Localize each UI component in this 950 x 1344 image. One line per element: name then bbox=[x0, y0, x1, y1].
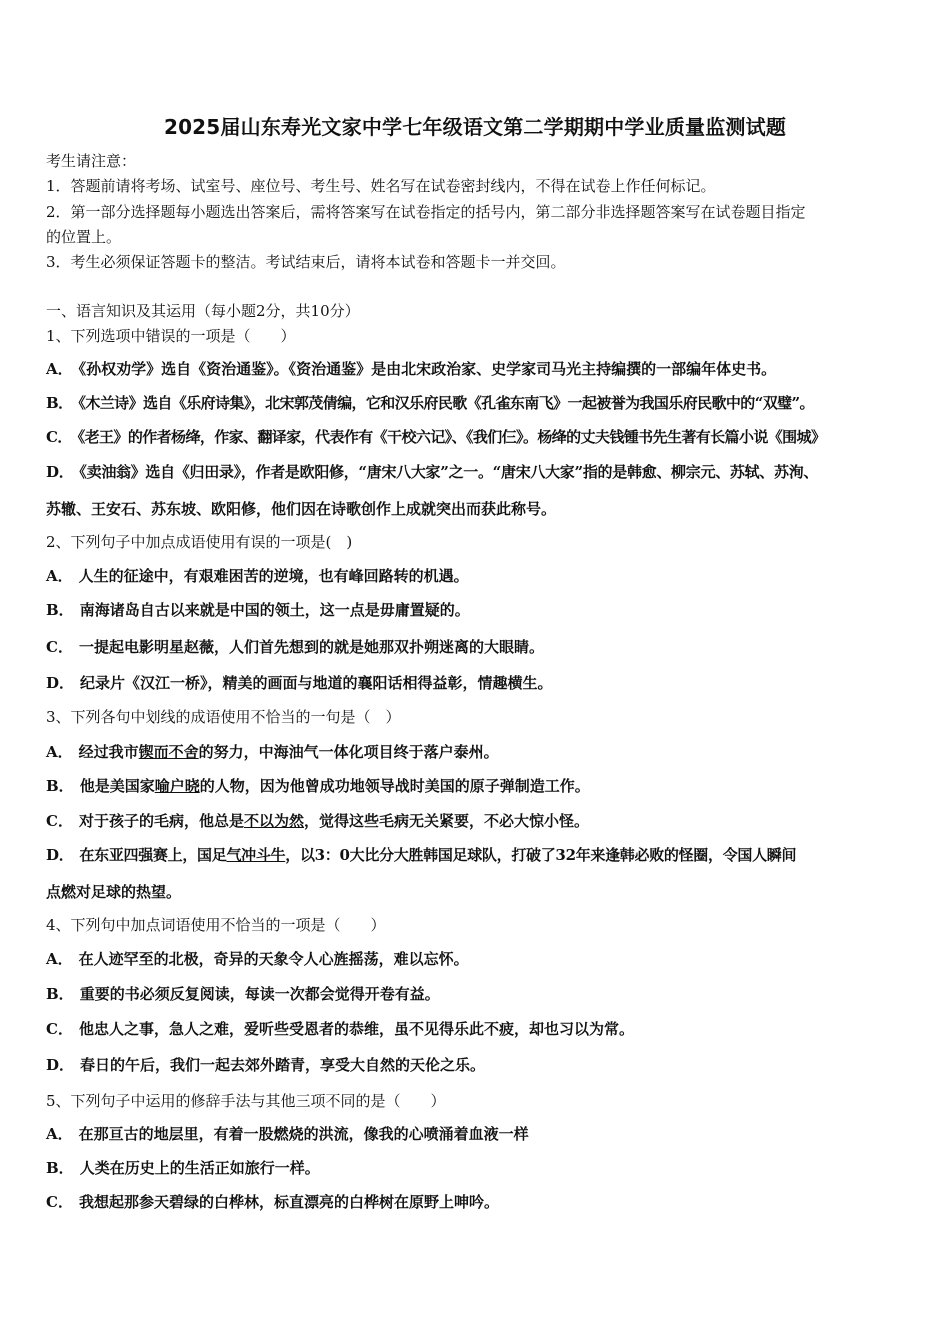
notice-item: 的位置上。 bbox=[46, 228, 122, 246]
option-b bbox=[46, 776, 590, 796]
option-a bbox=[46, 566, 469, 586]
underlined-idiom: 不以为然 bbox=[243, 812, 304, 830]
option-c bbox=[46, 811, 589, 831]
option-text: 人生的征途中，有艰难困苦的逆境，也有峰回路转的机遇。 bbox=[78, 567, 469, 585]
option-a bbox=[46, 359, 776, 379]
option-label: C． bbox=[46, 638, 73, 656]
question-stem: 3、下列各句中划线的成语使用不恰当的一句是（ ） bbox=[46, 708, 401, 726]
option-text: 春日的午后，我们一起去郊外踏青，享受大自然的天伦之乐。 bbox=[80, 1056, 486, 1074]
option-c bbox=[46, 1192, 499, 1212]
option-label: A． bbox=[46, 1125, 73, 1143]
option-c bbox=[46, 637, 544, 657]
option-d-continued: 苏辙、王安石、苏东坡、欧阳修，他们因在诗歌创作上成就突出而获此称号。 bbox=[46, 500, 557, 518]
option-text-post: 的人物，因为他曾成功地领导战时美国的原子弹制造工作。 bbox=[199, 777, 590, 795]
option-text: 《孙权劝学》选自《资治通鉴》。《资治通鉴》是由北宋政治家、史学家司马光主持编撰的一部编年体史书。 bbox=[78, 360, 777, 378]
option-b bbox=[46, 600, 470, 620]
option-d bbox=[46, 1055, 485, 1075]
option-c bbox=[46, 427, 825, 447]
option-label: B． bbox=[46, 394, 73, 412]
option-text-post: ，觉得这些毛病无关紧要，不必大惊小怪。 bbox=[303, 812, 589, 830]
option-label: D． bbox=[46, 1056, 75, 1074]
option-b bbox=[46, 984, 440, 1004]
option-a bbox=[46, 742, 499, 762]
option-text: 在人迹罕至的北极，奇异的天象令人心旌摇荡，难以忘怀。 bbox=[78, 950, 469, 968]
option-label: C． bbox=[46, 812, 73, 830]
option-a bbox=[46, 1124, 529, 1144]
option-label: D． bbox=[46, 674, 75, 692]
notice-item: 2．第一部分选择题每小题选出答案后，需将答案写在试卷指定的括号内，第二部分非选择题答案写在试卷题目指定 bbox=[46, 203, 806, 221]
question-stem: 5、下列句子中运用的修辞手法与其他三项不同的是（ ） bbox=[46, 1092, 446, 1110]
option-text-pre: 在东亚四强赛上，国足 bbox=[79, 846, 227, 864]
option-label: C． bbox=[46, 1193, 73, 1211]
option-text: 我想起那参天碧绿的白桦林，标直漂亮的白桦树在原野上呻吟。 bbox=[78, 1193, 499, 1211]
option-text: 《卖油翁》选自《归田录》，作者是欧阳修，“唐宋八大家”之一。“唐宋八大家”指的是韩愈、柳宗元、苏轼、苏洵、 bbox=[79, 463, 819, 481]
option-text-pre: 经过我市 bbox=[78, 743, 139, 761]
option-d-continued: 点燃对足球的热望。 bbox=[46, 883, 182, 901]
option-text: 在那亘古的地层里，有着一股燃烧的洪流，像我的心喷涌着血液一样 bbox=[78, 1125, 529, 1143]
underlined-idiom: 喻户晓 bbox=[154, 777, 200, 795]
option-label: D． bbox=[46, 846, 74, 864]
page-title: 2025届山东寿光文家中学七年级语文第二学期期中学业质量监测试题 bbox=[163, 115, 787, 139]
option-d bbox=[46, 845, 796, 865]
option-text-post: 的努力，中海油气一体化项目终于落户泰州。 bbox=[198, 743, 499, 761]
option-b bbox=[46, 393, 814, 413]
question-stem: 2、下列句子中加点成语使用有误的一项是( ) bbox=[46, 533, 353, 551]
option-label: A． bbox=[46, 950, 73, 968]
option-text: 重要的书必须反复阅读，每读一次都会觉得开卷有益。 bbox=[79, 985, 440, 1003]
option-label: D． bbox=[46, 463, 74, 481]
option-text: 南海诸岛自古以来就是中国的领土，这一点是毋庸置疑的。 bbox=[79, 601, 470, 619]
question-stem: 4、下列句中加点词语使用不恰当的一项是（ ） bbox=[46, 916, 386, 934]
option-text-pre: 他是美国家 bbox=[79, 777, 155, 795]
question-stem: 1、下列选项中错误的一项是（ ） bbox=[46, 327, 296, 345]
option-text-pre: 对于孩子的毛病，他总是 bbox=[78, 812, 244, 830]
option-text: 一提起电影明星赵薇，人们首先想到的就是她那双扑朔迷离的大眼睛。 bbox=[78, 638, 544, 656]
underlined-idiom: 锲而不舍 bbox=[138, 743, 199, 761]
option-a bbox=[46, 949, 469, 969]
section-heading: 一、语言知识及其运用（每小题2分，共10分） bbox=[46, 302, 360, 320]
notice-item: 1．答题前请将考场、试室号、座位号、考生号、姓名写在试卷密封线内，不得在试卷上作任何标记。 bbox=[46, 177, 716, 195]
option-text-post: ，以3：0大比分大胜韩国足球队，打破了32年来逢韩必败的怪圈，令国人瞬间 bbox=[285, 846, 797, 864]
option-d bbox=[46, 462, 818, 482]
option-text: 《木兰诗》选自《乐府诗集》，北宋郭茂倩编，它和汉乐府民歌《孔雀东南飞》一起被誉为我国乐府民歌中的“双璧”。 bbox=[78, 394, 814, 412]
option-label: B． bbox=[46, 601, 74, 619]
option-text: 《老王》的作者杨绛，作家、翻译家，代表作有《干校六记》、《我们仨》。杨绛的丈夫钱锺书先生著有长篇小说《围城》 bbox=[77, 428, 826, 446]
option-c bbox=[46, 1019, 634, 1039]
option-label: B． bbox=[46, 777, 74, 795]
option-text: 纪录片《汉江一桥》，精美的画面与地道的襄阳话相得益彰，情趣横生。 bbox=[80, 674, 553, 692]
option-label: C． bbox=[46, 428, 72, 446]
option-label: A． bbox=[46, 567, 73, 585]
option-label: B． bbox=[46, 985, 74, 1003]
option-label: A． bbox=[46, 743, 73, 761]
option-b bbox=[46, 1158, 320, 1178]
option-label: A． bbox=[46, 360, 73, 378]
option-text: 人类在历史上的生活正如旅行一样。 bbox=[79, 1159, 320, 1177]
option-text: 他忠人之事，急人之难，爱听些受恩者的恭维，虽不见得乐此不疲，却也习以为常。 bbox=[78, 1020, 634, 1038]
option-d bbox=[46, 673, 553, 693]
option-label: B． bbox=[46, 1159, 74, 1177]
option-label: C． bbox=[46, 1020, 73, 1038]
notice-heading: 考生请注意： bbox=[46, 152, 137, 170]
underlined-idiom: 气冲斗牛 bbox=[226, 846, 286, 864]
notice-item: 3．考生必须保证答题卡的整洁。考试结束后，请将本试卷和答题卡一并交回。 bbox=[46, 253, 566, 271]
